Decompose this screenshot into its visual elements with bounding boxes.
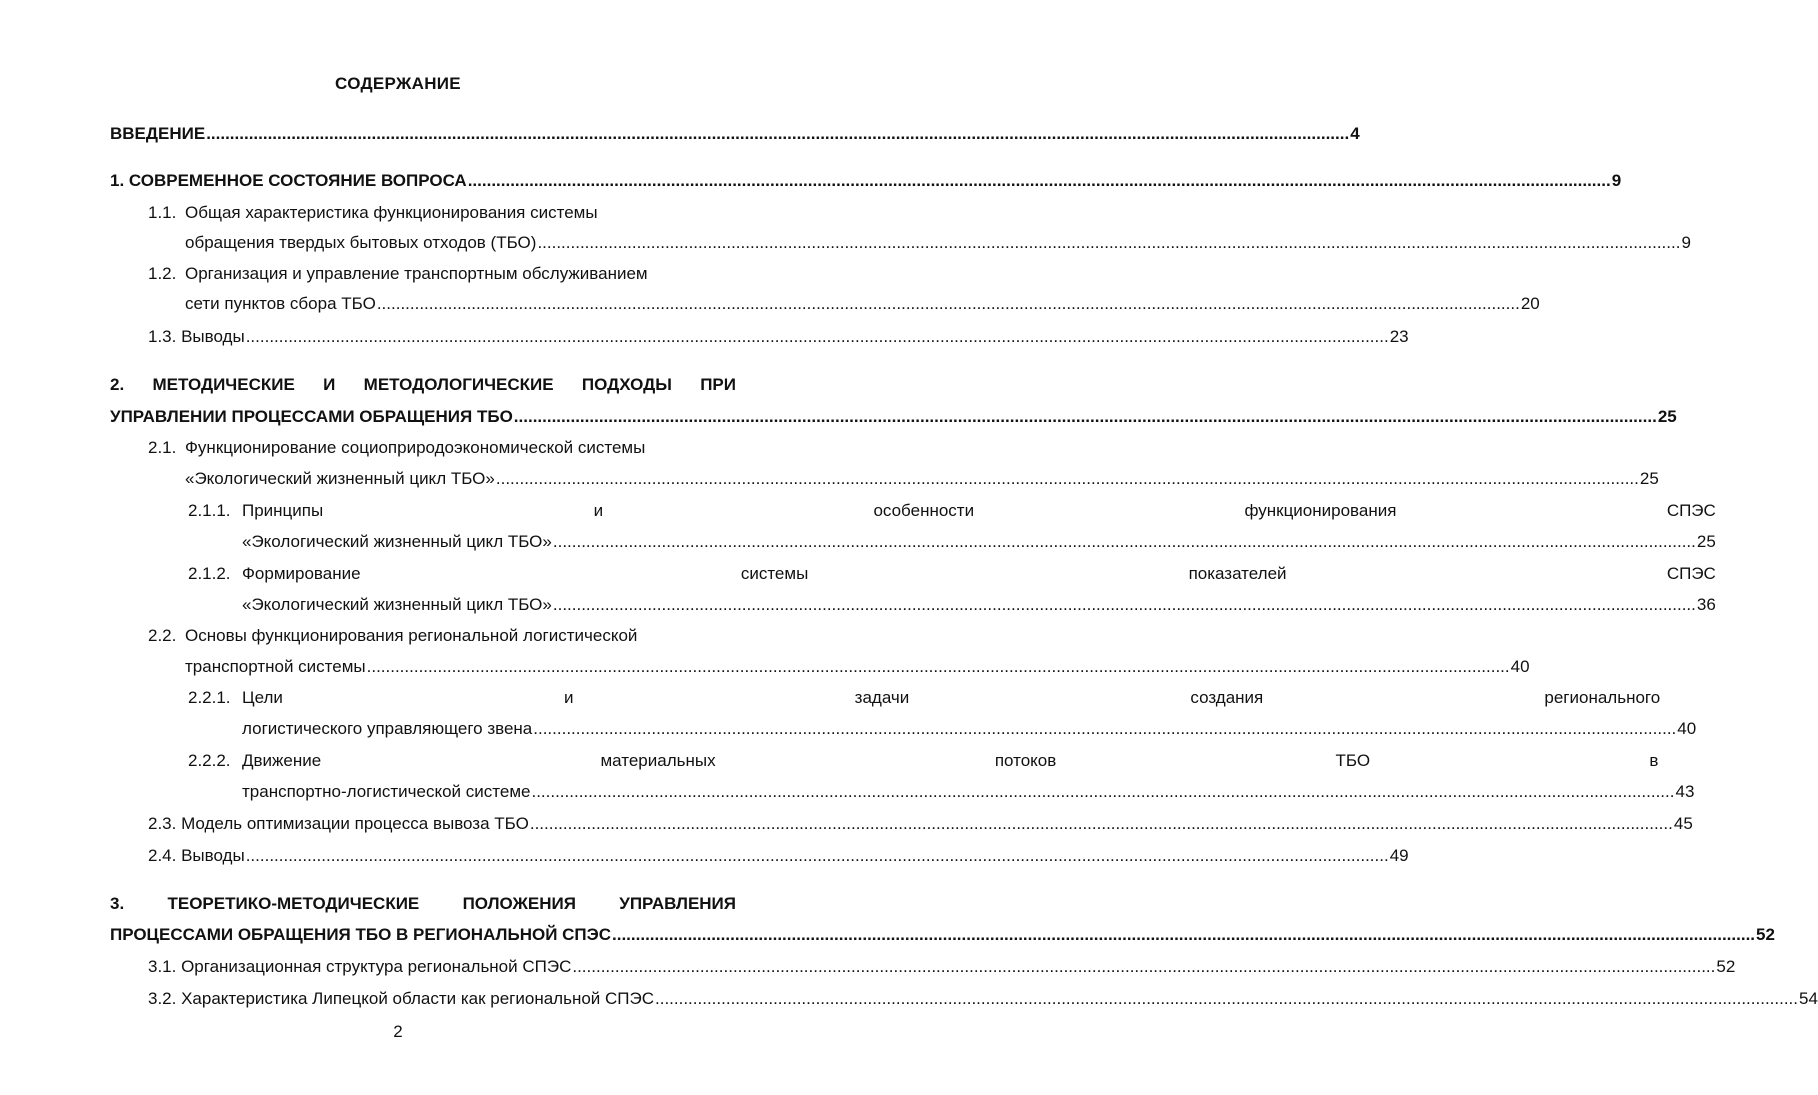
dot-leader bbox=[553, 594, 1696, 616]
toc-page-number: 40 bbox=[1510, 657, 1530, 676]
dot-leader bbox=[246, 845, 1389, 867]
dot-leader bbox=[367, 656, 1510, 678]
toc-entry-number: 2.2.1. bbox=[188, 688, 231, 707]
dot-leader bbox=[246, 326, 1389, 348]
dot-leader bbox=[514, 406, 1657, 428]
dot-leader bbox=[468, 170, 1611, 192]
toc-entry-text-line2: транспортной системы bbox=[185, 657, 366, 676]
toc-entry-text-line2: «Экологический жизненный цикл ТБО» bbox=[242, 595, 552, 614]
toc-entry-2-2-2[interactable] bbox=[188, 750, 1695, 803]
toc-page-number: 49 bbox=[1389, 846, 1409, 865]
toc-entry-1-1[interactable] bbox=[148, 202, 1691, 254]
dot-leader bbox=[537, 232, 1680, 254]
toc-entry-number: 2.2.2. bbox=[188, 751, 231, 770]
toc-entry-number: 2.1.2. bbox=[188, 564, 231, 583]
toc-entry-introduction[interactable] bbox=[110, 123, 1360, 145]
toc-entry-text-line2: логистического управляющего звена bbox=[242, 719, 533, 738]
dot-leader bbox=[530, 813, 1673, 835]
toc-entry-section-3[interactable] bbox=[110, 893, 1775, 946]
toc-entry-text-line2: «Экологический жизненный цикл ТБО» bbox=[242, 532, 552, 551]
toc-entry-section-2[interactable] bbox=[110, 374, 1677, 428]
toc-entry-text: 1.3. Выводы bbox=[148, 327, 245, 346]
dot-leader bbox=[655, 988, 1798, 1010]
toc-page-number: 9 bbox=[1611, 171, 1622, 190]
toc-page-number: 36 bbox=[1696, 595, 1716, 614]
toc-entry-text-line1: Принципы и особенности функционирования СПЭС bbox=[242, 501, 1716, 520]
toc-entry-3-1[interactable] bbox=[148, 956, 1736, 978]
toc-entry-text-line2: «Экологический жизненный цикл ТБО» bbox=[185, 469, 495, 488]
page-number: 2 bbox=[393, 1022, 403, 1041]
toc-entry-2-3[interactable] bbox=[148, 813, 1693, 835]
toc-entry-text-line2: транспортно-логистической системе bbox=[242, 782, 531, 801]
toc-entry-2-1[interactable] bbox=[148, 437, 1659, 490]
toc-entry-text: 3.1. Организационная структура региональной СПЭС bbox=[148, 957, 572, 976]
dot-leader bbox=[612, 924, 1755, 946]
toc-entry-text-line1: Цели и задачи создания регионального bbox=[242, 688, 1661, 707]
toc-entry-text-line1: Движение материальных потоков ТБО в bbox=[242, 751, 1659, 770]
toc-entry-number: 2.2. bbox=[148, 626, 177, 645]
toc-entry-number: 2.1. bbox=[148, 438, 177, 457]
toc-entry-text: 2.3. Модель оптимизации процесса вывоза ТБО bbox=[148, 814, 529, 833]
toc-entry-2-1-2[interactable] bbox=[188, 563, 1716, 616]
dot-leader bbox=[531, 781, 1674, 803]
toc-entry-2-1-1[interactable] bbox=[188, 500, 1716, 553]
toc-entry-text-line1: 2. МЕТОДИЧЕСКИЕ И МЕТОДОЛОГИЧЕСКИЕ ПОДХОДЫ ПРИ bbox=[110, 375, 736, 394]
toc-page-number: 52 bbox=[1756, 925, 1775, 944]
toc-page-number: 20 bbox=[1520, 294, 1540, 313]
dot-leader bbox=[496, 468, 1639, 490]
toc-entry-text: 3.2. Характеристика Липецкой области как региональной СПЭС bbox=[148, 989, 654, 1008]
page-title: СОДЕРЖАНИЕ bbox=[335, 74, 461, 93]
toc-page-number: 25 bbox=[1696, 532, 1716, 551]
toc-entry-text-line2: ПРОЦЕССАМИ ОБРАЩЕНИЯ ТБО В РЕГИОНАЛЬНОЙ СПЭС bbox=[110, 925, 612, 944]
toc-entry-text-line1: Общая характеристика функционирования системы bbox=[185, 203, 598, 222]
toc-entry-number: 1.2. bbox=[148, 264, 177, 283]
toc-entry-2-2-1[interactable] bbox=[188, 687, 1697, 740]
toc-entry-3-2[interactable] bbox=[148, 988, 1818, 1010]
toc-entry-text-line1: Функционирование социоприродоэкономической системы bbox=[185, 438, 646, 457]
toc-entry-1-2[interactable] bbox=[148, 263, 1540, 315]
toc-page-number: 54 bbox=[1799, 989, 1818, 1008]
toc-entry-text: 2.4. Выводы bbox=[148, 846, 245, 865]
dot-leader bbox=[553, 531, 1696, 553]
toc-entry-1-3[interactable] bbox=[148, 326, 1409, 348]
dot-leader bbox=[206, 123, 1349, 145]
toc-page-number: 4 bbox=[1350, 124, 1360, 143]
toc-entry-text-line1: Формирование системы показателей СПЭС bbox=[242, 564, 1716, 583]
toc-entry-text: ВВЕДЕНИЕ bbox=[110, 124, 206, 143]
toc-entry-text-line1: Основы функционирования региональной логистической bbox=[185, 626, 638, 645]
toc-entry-section-1[interactable] bbox=[110, 170, 1622, 192]
toc-entry-text-line1: 3. ТЕОРЕТИКО-МЕТОДИЧЕСКИЕ ПОЛОЖЕНИЯ УПРАВЛЕНИЯ bbox=[110, 894, 736, 913]
toc-entry-2-4[interactable] bbox=[148, 845, 1409, 867]
toc-page-number: 25 bbox=[1639, 469, 1659, 488]
dot-leader bbox=[572, 956, 1715, 978]
toc-page-number: 45 bbox=[1673, 814, 1693, 833]
toc-entry-number: 1.1. bbox=[148, 203, 177, 222]
toc-entry-text-line1: Организация и управление транспортным обслуживанием bbox=[185, 264, 648, 283]
dot-leader bbox=[377, 293, 1520, 315]
toc-page-number: 43 bbox=[1675, 782, 1695, 801]
toc-entry-text-line2: сети пунктов сбора ТБО bbox=[185, 294, 376, 313]
toc-entry-text-line2: обращения твердых бытовых отходов (ТБО) bbox=[185, 233, 537, 252]
toc-page-number: 23 bbox=[1389, 327, 1409, 346]
toc-entry-2-2[interactable] bbox=[148, 625, 1530, 678]
toc-entry-text-line2: УПРАВЛЕНИИ ПРОЦЕССАМИ ОБРАЩЕНИЯ ТБО bbox=[110, 407, 513, 426]
toc-entry-text: 1. СОВРЕМЕННОЕ СОСТОЯНИЕ ВОПРОСА bbox=[110, 171, 467, 190]
dot-leader bbox=[533, 718, 1676, 740]
toc-page-number: 40 bbox=[1677, 719, 1697, 738]
toc-page-number: 52 bbox=[1716, 957, 1736, 976]
toc-page-number: 25 bbox=[1657, 407, 1677, 426]
toc-entry-number: 2.1.1. bbox=[188, 501, 231, 520]
toc-page-number: 9 bbox=[1681, 233, 1691, 252]
